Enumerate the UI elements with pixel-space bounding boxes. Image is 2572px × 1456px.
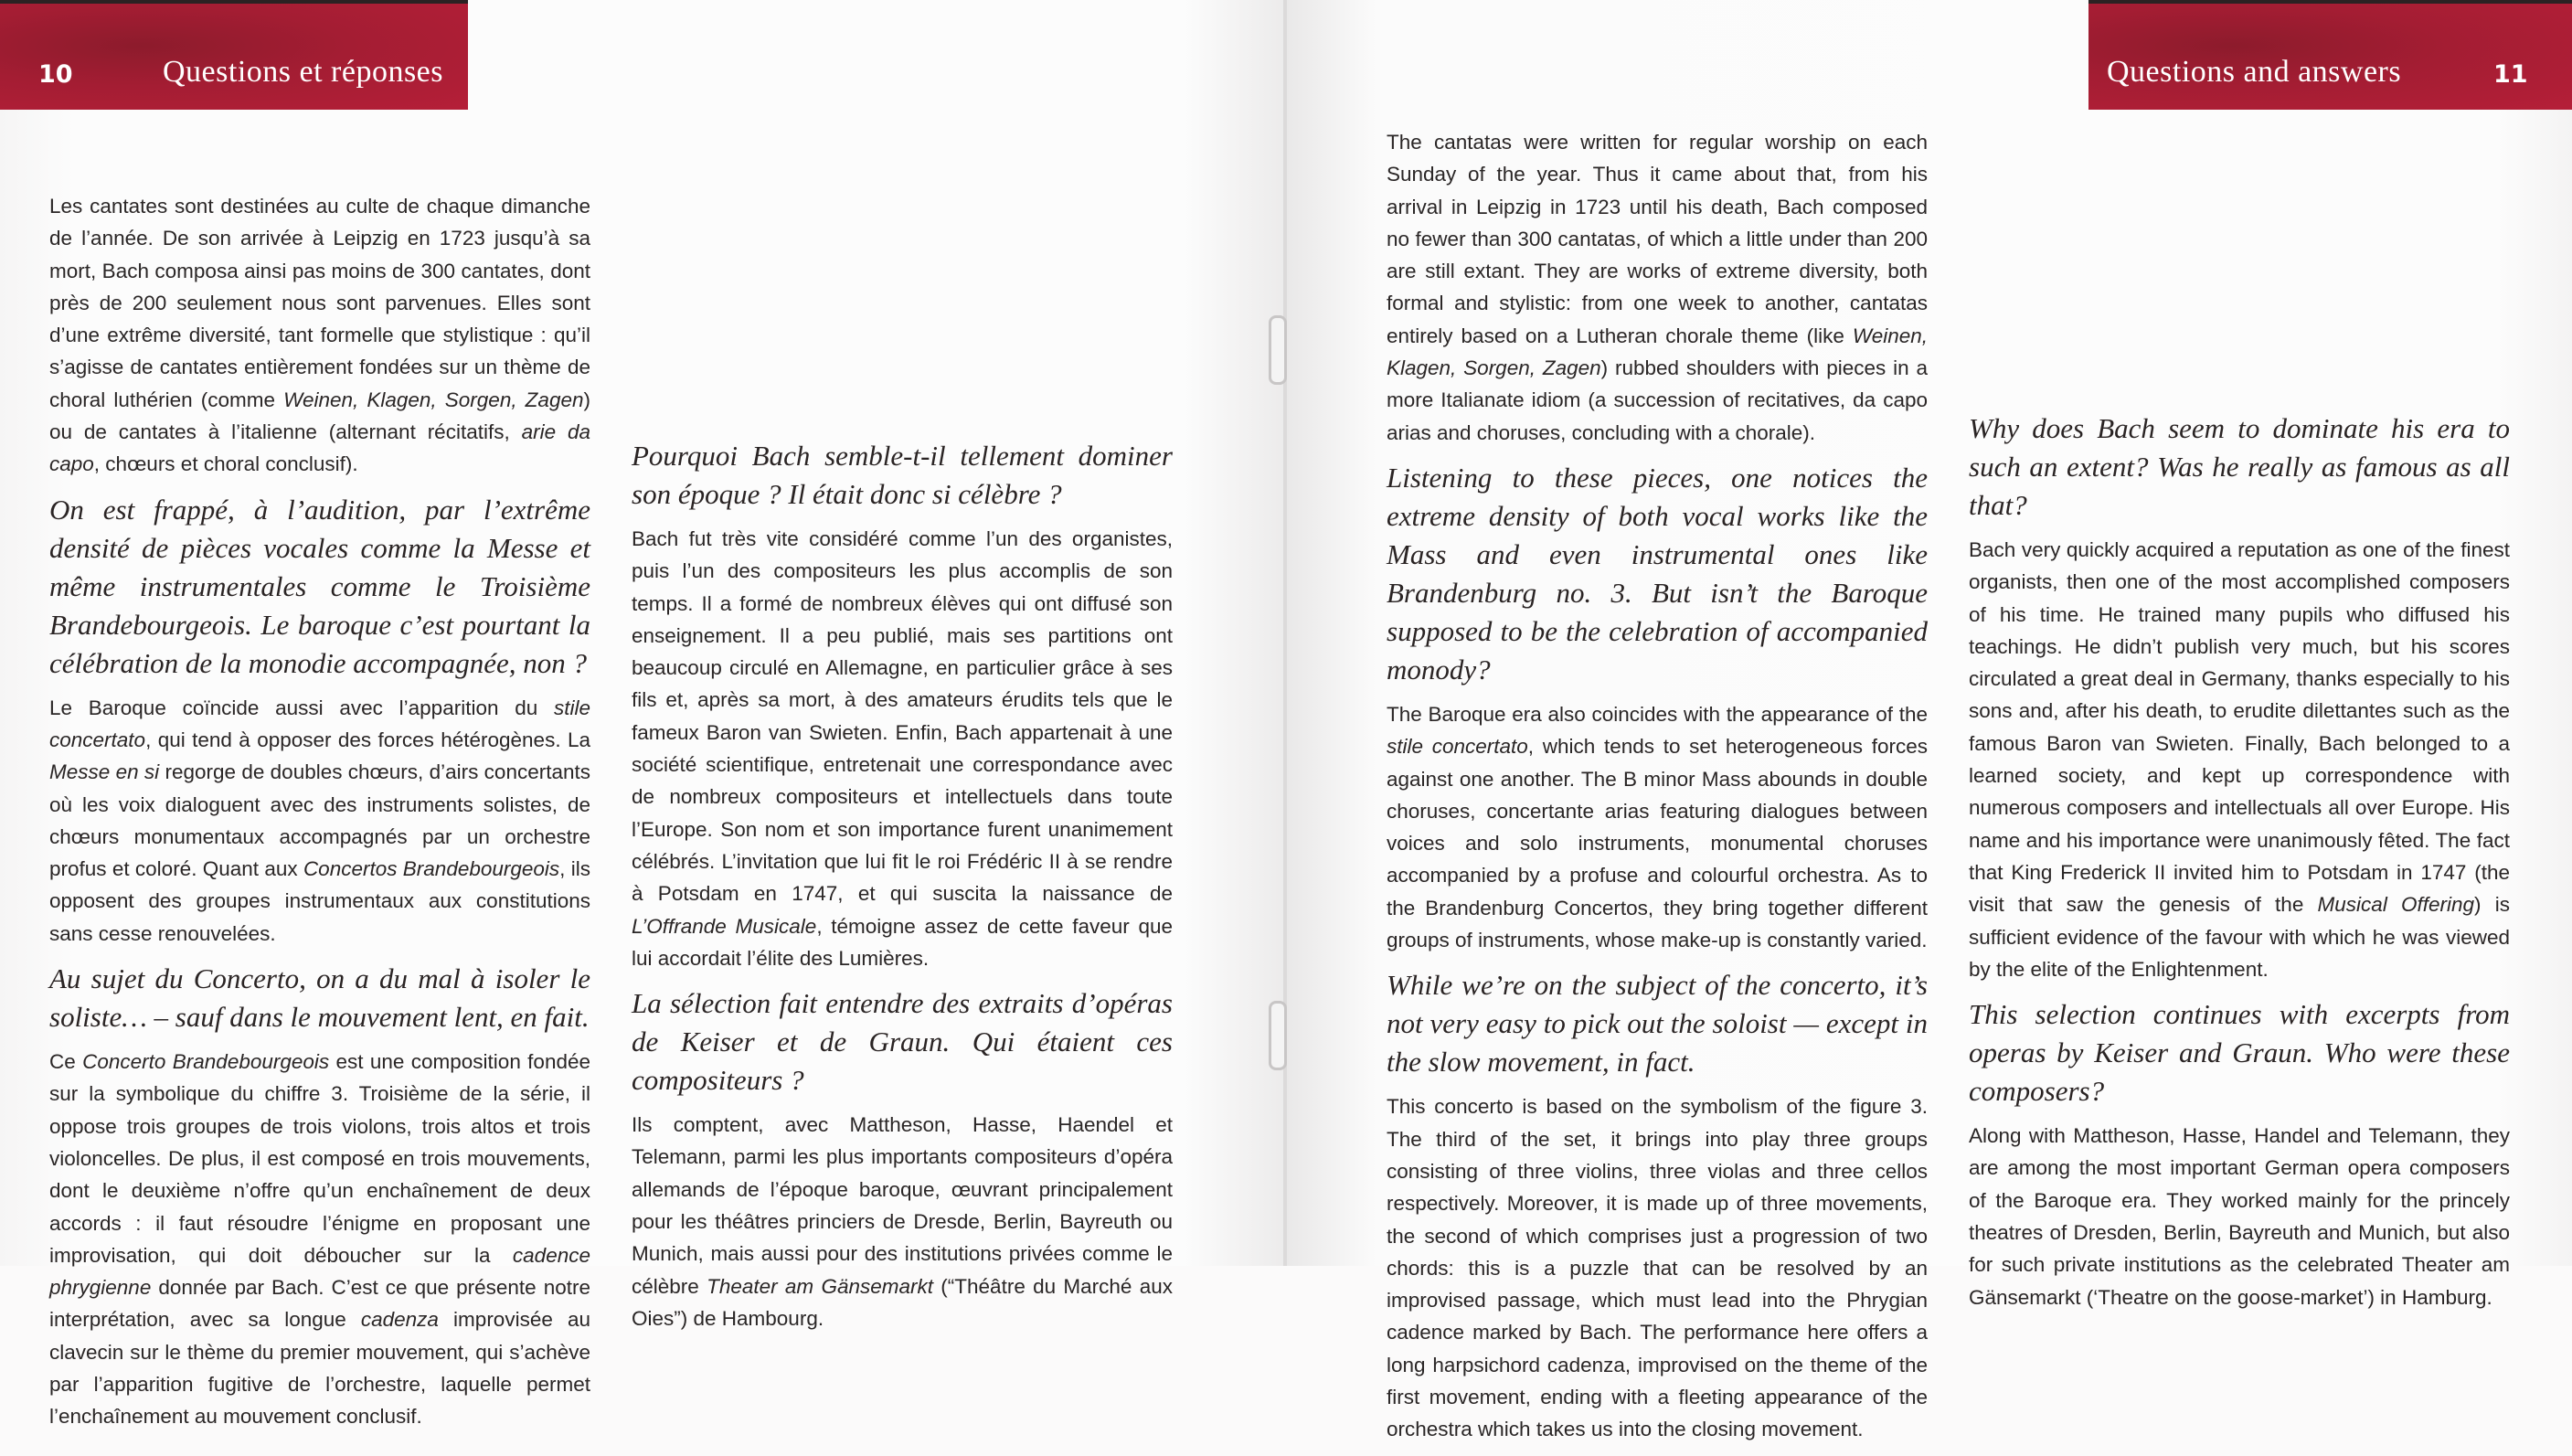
text-run: ) ou de cantates à l’italienne (alternant récitatifs, [49,388,590,444]
text-run: Bach fut très vite considéré comme l’un des organistes, puis l’un des compositeurs les plus accomplis de son temps. Il a formé de nombreux élèves qui ont diffusé son enseignement. Il a peu publié, mais ses partitions ont beaucoup circulé en Allemagne, en particulier grâce à ses fils et, après sa mort, à des amateurs érudits tels que le fameux Baron van Swieten. Enfin, Bach appartenait à une société scientifique, entretenait une correspondance avec de nombreux compositeurs et intellectuels dans toute l’Europe. Son nom et son importance furent unanimement célébrés. L’invitation que lui fit le roi Frédéric II à se rendre à Potsdam en 1747, et qui suscita la naissance de [632,527,1173,906]
text-run: donnée par Bach. C’est ce que présente notre interprétation, avec sa longue [49,1276,590,1332]
answer-paragraph [49,190,590,481]
column-english-2 [1969,409,2510,1323]
question-heading [1387,459,1928,689]
text-run: (“Théâtre du Marché aux Oies”) de Hambourg. [632,1274,1174,1330]
italic-title: arie da capo [49,420,590,476]
text-run: regorge de doubles chœurs, d’airs concertants où les voix dialoguent avec des instruments solistes, de chœurs monumentaux accompagnés par un orchestre profus et coloré. Quant aux [49,760,590,881]
text-run: , ils opposent des groupes instrumentaux aux constitutions sans cesse renouvelées. [49,857,590,945]
text-run: Pourquoi Bach semble-t-il tellement dominer son époque ? Il était donc si célèbre ? [632,440,1173,510]
text-run: ) rubbed shoulders with pieces in a more Italianate idiom (a succession of recitatives, da capo arias and choruses, concluding with a chorale). [1387,356,1928,444]
text-run: Au sujet du Concerto, on a du mal à isoler le soliste… – sauf dans le mouvement lent, en fait. [49,962,590,1034]
italic-title: Concerto Brandebourgeois [82,1050,330,1074]
italic-title: Messe en si [49,760,160,784]
text-run: , which tends to set heterogeneous forces against one another. The B minor Mass abounds in double choruses, concertante arias featuring dialogues between voices and solo instruments, monumental choruses accompanied by a profuse and colourful orchestra. As to the Brandenburg Concertos, they bring together different groups of instruments, whose make-up is constantly varied. [1387,735,1928,952]
answer-paragraph [49,692,590,950]
column-french-1 [49,190,590,1443]
text-run: La sélection fait entendre des extraits d’opéras de Keiser et de Graun. Qui étaient ces compositeurs ? [632,987,1173,1097]
staple-top [1269,315,1287,385]
text-run: Why does Bach seem to dominate his era to such an extent? Was he really as famous as all that? [1969,412,2510,521]
answer-paragraph [1969,534,2510,985]
answer-paragraph [1387,698,1928,956]
staple-bottom [1269,1001,1287,1070]
text-run: Listening to these pieces, one notices the extreme density of both vocal works like the Mass and even instrumental ones like Brandenburg no. 3. But isn’t the Baroque supposed to be the celebration of accompanied monody? [1387,461,1928,685]
text-run: This concerto is based on the symbolism of the figure 3. The third of the set, it brings into play three groups consisting of three violins, three violas and three cellos respectively. Moreover, it is made up of three movements, the second of which comprises just a progression of two chords: this is a puzzle that can be resolved by an improvised passage, which must lead into the Phrygian cadence marked by Bach. The performance here offers a long harpsichord cadenza, improvised on the theme of the first movement, ending with a fleeting appearance of the orchestra which takes us into the closing movement. [1387,1095,1928,1441]
column-french-2 [632,437,1173,1344]
italic-title: Concertos Brandebourgeois [303,857,560,881]
page-number-left: 10 [38,60,73,89]
text-run: Along with Mattheson, Hasse, Handel and Telemann, they are among the most important German opera composers of the Baroque era. They worked mainly for the princely theatres of Dresden, Berlin, Bayreuth and Munich, but also for such private institutions as the celebrated Theater am Gänsemarkt (‘Theatre on the goose-market’) in Hamburg. [1969,1124,2510,1309]
italic-title: cadenza [360,1308,439,1332]
text-run: , témoigne assez de cette faveur que lui accordait l’élite des Lumières. [632,914,1173,970]
italic-title: Weinen, Klagen, Sorgen, Zagen [1387,324,1928,380]
italic-title: L’Offrande Musicale [632,914,817,938]
italic-title: cadence phrygienne [49,1243,590,1300]
text-run: This selection continues with excerpts from operas by Keiser and Graun. Who were these composers? [1969,998,2510,1108]
italic-title: stile concertato [49,696,590,751]
question-heading [1969,995,2510,1111]
text-run: ) is sufficient evidence of the favour with which he was viewed by the elite of the Enlightenment. [1969,893,2510,981]
header-title-left: Questions et réponses [163,55,444,89]
answer-paragraph [49,1046,590,1433]
answer-paragraph [632,1109,1173,1334]
text-run: Les cantates sont destinées au culte de chaque dimanche de l’année. De son arrivée à Leipzig en 1723 jusqu’à sa mort, Bach composa ainsi pas moins de 300 cantates, dont près de 200 seulement nous sont parvenues. Elles sont d’une extrême diversité, tant formelle que stylistique : qu’il s’agisse de cantates entièrement fondées sur un thème de choral luthérien (comme [49,195,590,411]
italic-title: Theater am Gänsemarkt [707,1274,934,1298]
header-band-left [0,0,468,110]
question-heading [632,437,1173,514]
text-run: Bach very quickly acquired a reputation as one of the finest organists, then one of the most accomplished composers of his time. He trained many pupils who diffused his teachings. He didn’t publish very much, but his scores circulated a great deal in Germany, thanks especially to his sons and, after his death, to erudite dilettantes such as the famous Baron van Swieten. Finally, Bach belonged to a learned society, and kept up correspondence with numerous composers and intellectuals all over Europe. His name and his importance were unanimously fêted. The fact that King Frederick II invited him to Potsdam in 1747 (the visit that saw the genesis of the [1969,538,2510,917]
question-heading [632,984,1173,1100]
text-run: The Baroque era also coincides with the appearance of the [1387,702,1928,726]
text-run: est une composition fondée sur la symbolique du chiffre 3. Troisième de la série, il oppose trois groupes de trois violons, trois altos et trois violoncelles. De plus, il est composé en trois mouvements, dont le deuxième n’offre qu’un enchaînement de deux accords : il faut résoudre l’énigme en proposant une improvisation, qui doit déboucher sur la [49,1050,590,1267]
italic-title: Musical Offering [2317,893,2475,917]
text-run: Le Baroque coïncide aussi avec l’apparition du [49,696,554,719]
booklet-spine [1283,0,1287,1266]
question-heading [1969,409,2510,525]
header-band-right [2088,0,2572,110]
question-heading [49,960,590,1036]
question-heading [49,491,590,683]
answer-paragraph [632,523,1173,974]
answer-paragraph [1387,126,1928,449]
italic-title: Weinen, Klagen, Sorgen, Zagen [283,388,584,411]
text-run: improvisée au clavecin sur le thème du premier mouvement, qui s’achève par l’apparition fugitive de l’orchestre, laquelle permet l’enchaînement au mouvement conclusif. [49,1308,590,1429]
answer-paragraph [1387,1090,1928,1445]
text-run: , qui tend à opposer des forces hétérogènes. La [145,728,590,751]
text-run: The cantatas were written for regular worship on each Sunday of the year. Thus it came about that, from his arrival in Leipzig in 1723 until his death, Bach composed no fewer than 300 cantatas, of which a little under than 200 are still extant. They are works of extreme diversity, both formal and stylistic: from one week to another, cantatas entirely based on a Lutheran chorale theme (like [1387,131,1928,347]
italic-title: stile concertato [1387,735,1528,759]
text-run: On est frappé, à l’audition, par l’extrême densité de pièces vocales comme la Messe et même instrumentales comme le Troisième Brandebourgeois. Le baroque c’est pourtant la célébration de la monodie accompagnée, non ? [49,493,590,679]
question-heading [1387,966,1928,1081]
page-number-right: 11 [2493,60,2528,89]
header-title-right: Questions and answers [2107,55,2402,89]
text-run: Ce [49,1050,83,1074]
text-run: While we’re on the subject of the concerto, it’s not very easy to pick out the soloist — except in the slow movement, in fact. [1387,969,1928,1079]
text-run: Ils comptent, avec Mattheson, Hasse, Haendel et Telemann, parmi les plus importants compositeurs d’opéra allemands de l’époque baroque, œuvrant principalement pour les théâtres princiers de Dresde, Berlin, Bayreuth ou Munich, mais aussi pour des institutions privées comme le célèbre [632,1113,1173,1298]
answer-paragraph [1969,1120,2510,1313]
text-run: , chœurs et choral conclusif). [93,452,358,476]
column-english-1 [1387,126,1928,1456]
